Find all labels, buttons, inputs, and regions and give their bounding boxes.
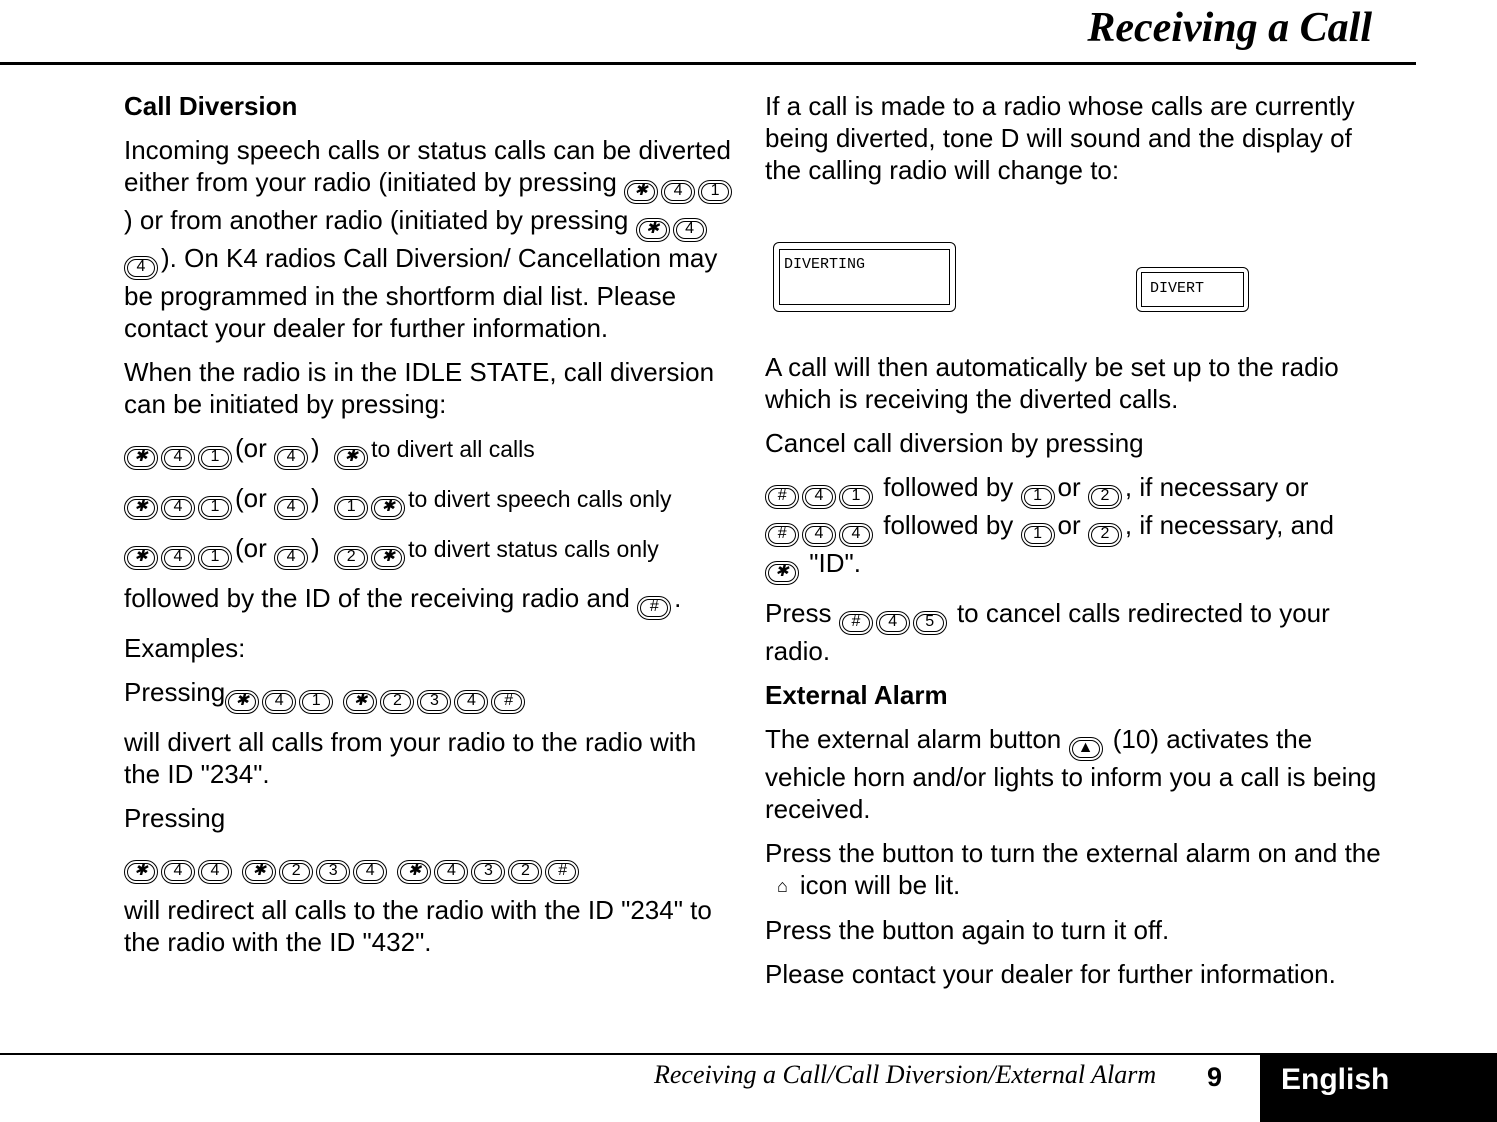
example-2-keys: [124, 846, 736, 884]
divert-intro-paragraph: If a call is made to a radio whose calls are currently being diverted, tone D will sound and the display of the calling radio will change to:: [765, 91, 1355, 185]
key-4: 4: [262, 690, 296, 714]
key-1: 1: [198, 546, 232, 570]
key-2: 2: [1088, 485, 1122, 509]
examples-label: Examples:: [124, 633, 246, 663]
key-2: 2: [380, 690, 414, 714]
alarm-button-key: ▲: [1069, 737, 1103, 761]
cancel-intro-paragraph: Cancel call diversion by pressing: [765, 428, 1144, 458]
auto-setup-paragraph: A call will then automatically be set up to the radio which is receiving the diverted calls.: [765, 352, 1339, 414]
idle-paragraph: When the radio is in the IDLE STATE, call diversion can be initiated by pressing:: [124, 357, 715, 419]
followed-by-id-paragraph: followed by the ID of the receiving radio and # .: [124, 582, 736, 620]
header-rule: [0, 62, 1416, 65]
key-4: 4: [454, 690, 488, 714]
key-4: 4: [434, 860, 468, 884]
display-small-text: DIVERT: [1150, 280, 1205, 297]
hash-key: #: [765, 523, 799, 547]
star-key: ✱: [334, 446, 368, 470]
display-area: [765, 198, 1385, 351]
key-1: 1: [299, 690, 333, 714]
alarm-paragraph-4: Please contact your dealer for further information.: [765, 959, 1336, 989]
key-4: 4: [673, 218, 707, 242]
language-tab: [1260, 1053, 1497, 1122]
example-1-keys: Pressing ✱ 4 1 ✱ 2 3 4 #: [124, 676, 736, 714]
key-4: 4: [353, 860, 387, 884]
key-4: 4: [876, 611, 910, 635]
alarm-paragraph-3: Press the button again to turn it off.: [765, 915, 1170, 945]
hash-key: #: [765, 485, 799, 509]
key-4: 4: [198, 860, 232, 884]
hash-key: #: [545, 860, 579, 884]
footer-section-title: Receiving a Call/Call Diversion/External Alarm: [654, 1060, 1157, 1089]
alarm-paragraph-2: Press the button to turn the external alarm on and the⌂ icon will be lit.: [765, 838, 1381, 900]
key-2: 2: [334, 546, 368, 570]
display-large-text: DIVERTING: [784, 256, 866, 273]
key-4: 4: [124, 256, 158, 280]
star-key: ✱: [242, 860, 276, 884]
external-alarm-heading: External Alarm: [765, 680, 948, 710]
hash-key: #: [839, 611, 873, 635]
star-key: ✱: [124, 496, 158, 520]
star-key: ✱: [624, 180, 658, 204]
intro-paragraph: [124, 134, 736, 344]
key-1: 1: [839, 485, 873, 509]
alarm-paragraph-1: The external alarm button ▲ (10) activates the vehicle horn and/or lights to inform you a call is being received.: [765, 724, 1377, 824]
key-4: 4: [274, 546, 308, 570]
key-1: 1: [334, 496, 368, 520]
key-4: 4: [161, 446, 195, 470]
key-1: 1: [698, 180, 732, 204]
key-4: 4: [802, 485, 836, 509]
hash-key: #: [491, 690, 525, 714]
left-column: [124, 90, 736, 970]
star-key: ✱: [765, 561, 799, 585]
example-2-result: will redirect all calls to the radio with the ID "234" to the radio with the ID "432".: [124, 895, 712, 957]
star-key: ✱: [371, 546, 405, 570]
cancel-redirect-paragraph: Press # 4 5 to cancel calls redirected to your radio.: [765, 598, 1330, 666]
key-5: 5: [913, 611, 947, 635]
divert-speech-row: ✱ 4 1 (or 4 ) 1 ✱ to divert speech calls only: [124, 482, 736, 520]
key-4: 4: [161, 860, 195, 884]
divert-all-text: to divert all calls: [371, 436, 535, 462]
page-number: 9: [1207, 1062, 1223, 1092]
key-1: 1: [198, 496, 232, 520]
key-4: 4: [274, 496, 308, 520]
intro-text-1: Incoming speech calls or status calls can be diverted either from your radio (initiated by pressing: [124, 135, 731, 197]
key-4: 4: [274, 446, 308, 470]
intro-text-3: ). On K4 radios Call Diversion/ Cancellation may be programmed in the shortform dial list. Please contact your dealer for further information.: [124, 243, 718, 343]
key-4: 4: [802, 523, 836, 547]
key-2: 2: [508, 860, 542, 884]
divert-speech-text: to divert speech calls only: [408, 486, 672, 512]
star-key: ✱: [124, 446, 158, 470]
example-1-result: will divert all calls from your radio to the radio with the ID "234".: [124, 727, 697, 789]
page-title: Receiving a Call: [1087, 5, 1372, 51]
display-large: [773, 242, 956, 312]
divert-status-text: to divert status calls only: [408, 536, 659, 562]
star-key: ✱: [371, 496, 405, 520]
intro-text-2: ) or from another radio (initiated by pressing: [124, 205, 629, 235]
star-key: ✱: [397, 860, 431, 884]
key-1: 1: [198, 446, 232, 470]
divert-all-row: ✱ 4 1 (or 4 ) ✱ to divert all calls: [124, 432, 736, 470]
example-2-label: Pressing: [124, 803, 226, 833]
key-4: 4: [661, 180, 695, 204]
star-key: ✱: [636, 218, 670, 242]
display-small: [1136, 267, 1249, 312]
star-key: ✱: [124, 860, 158, 884]
key-1: 1: [1021, 523, 1055, 547]
cancel-keys-paragraph: # 4 1 followed by 1 or 2 , if necessary or # 4 4 followed by 1 or 2 , if necessary, and ✱ "ID".: [765, 471, 1385, 585]
key-4: 4: [161, 496, 195, 520]
key-2: 2: [1088, 523, 1122, 547]
right-column: [765, 90, 1385, 1002]
language-label: English: [1281, 1063, 1390, 1096]
footer-rule: [0, 1053, 1260, 1055]
key-3: 3: [417, 690, 451, 714]
key-3: 3: [316, 860, 350, 884]
key-2: 2: [279, 860, 313, 884]
key-4: 4: [839, 523, 873, 547]
divert-status-row: ✱ 4 1 (or 4 ) 2 ✱ to divert status calls only: [124, 532, 736, 570]
call-diversion-heading: Call Diversion: [124, 91, 298, 121]
key-3: 3: [471, 860, 505, 884]
key-1: 1: [1021, 485, 1055, 509]
star-key: ✱: [124, 546, 158, 570]
star-key: ✱: [225, 690, 259, 714]
star-key: ✱: [343, 690, 377, 714]
key-4: 4: [161, 546, 195, 570]
bell-icon: ⌂: [777, 876, 788, 896]
hash-key: #: [637, 596, 671, 620]
